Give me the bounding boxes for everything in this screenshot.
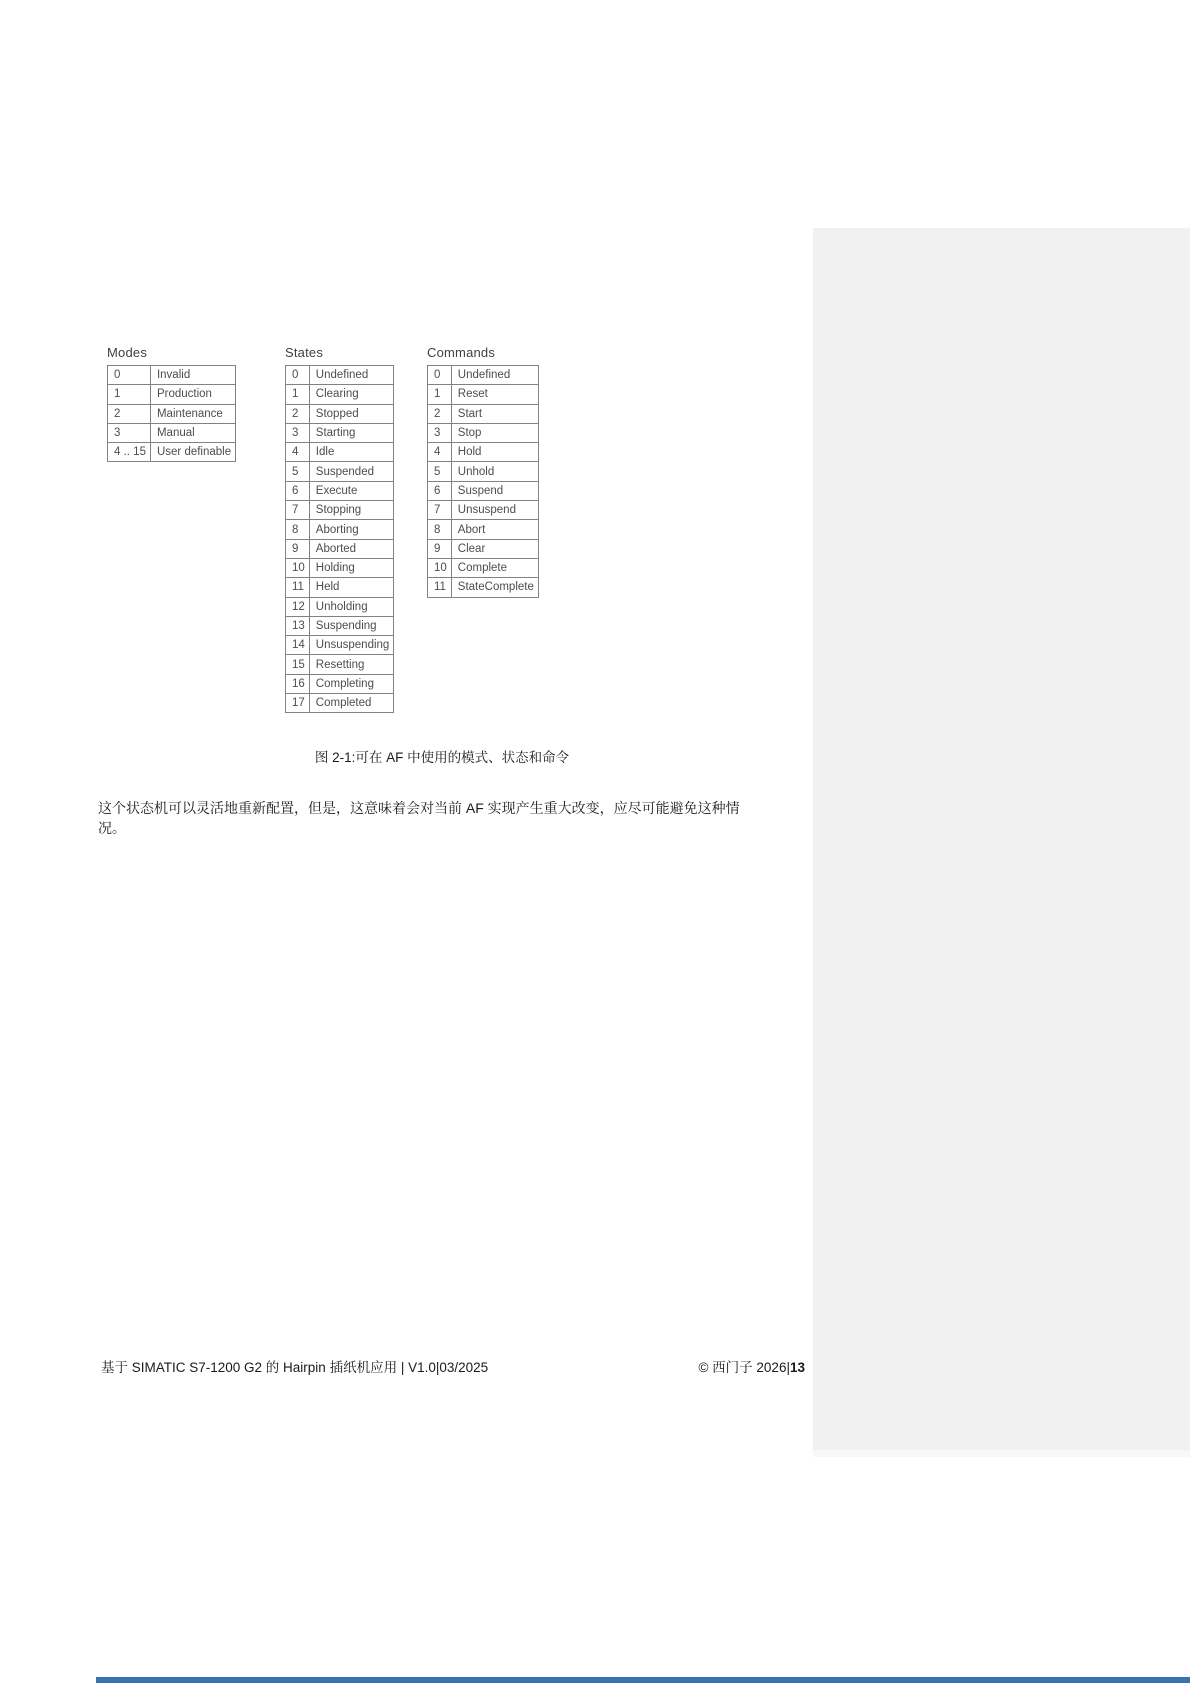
row-number: 10 xyxy=(286,558,310,577)
row-value: Execute xyxy=(309,481,394,500)
row-number: 4 .. 15 xyxy=(108,443,151,462)
modes-table xyxy=(107,365,236,462)
table-row xyxy=(286,539,394,558)
row-value: Starting xyxy=(309,423,394,442)
row-number: 8 xyxy=(428,520,452,539)
row-value: Completed xyxy=(309,694,394,713)
table-row xyxy=(286,404,394,423)
row-value: Hold xyxy=(451,443,538,462)
row-number: 7 xyxy=(286,501,310,520)
row-value: Suspending xyxy=(309,616,394,635)
table-row xyxy=(286,674,394,693)
row-value: Unsuspend xyxy=(451,501,538,520)
row-value: Stopping xyxy=(309,501,394,520)
row-number: 7 xyxy=(428,501,452,520)
table-row xyxy=(286,423,394,442)
table-row xyxy=(108,423,236,442)
table-row xyxy=(428,404,539,423)
row-number: 16 xyxy=(286,674,310,693)
states-table-block xyxy=(285,346,394,713)
table-row xyxy=(286,481,394,500)
states-table-title: States xyxy=(285,345,324,360)
table-row xyxy=(108,366,236,385)
row-number: 11 xyxy=(286,578,310,597)
table-row xyxy=(286,462,394,481)
footer-copyright-text: © 西门子 2026| xyxy=(698,1360,790,1375)
row-value: Invalid xyxy=(150,366,235,385)
row-number: 4 xyxy=(428,443,452,462)
row-number: 8 xyxy=(286,520,310,539)
row-value: Unsuspending xyxy=(309,636,394,655)
bottom-accent-rule xyxy=(96,1677,1190,1683)
right-margin-panel xyxy=(813,228,1190,1450)
table-row xyxy=(286,636,394,655)
table-row xyxy=(108,385,236,404)
table-row xyxy=(286,597,394,616)
row-number: 3 xyxy=(428,423,452,442)
row-value: User definable xyxy=(150,443,235,462)
table-row xyxy=(428,366,539,385)
row-number: 9 xyxy=(286,539,310,558)
row-value: Reset xyxy=(451,385,538,404)
row-value: Aborted xyxy=(309,539,394,558)
row-value: Manual xyxy=(150,423,235,442)
table-row xyxy=(286,443,394,462)
table-row xyxy=(428,578,539,597)
footer-document-title: 基于 SIMATIC S7-1200 G2 的 Hairpin 插纸机应用 | V1.0|03/2025 xyxy=(101,1360,489,1375)
row-value: Stop xyxy=(451,423,538,442)
row-number: 6 xyxy=(428,481,452,500)
row-number: 4 xyxy=(286,443,310,462)
table-row xyxy=(286,520,394,539)
row-value: Aborting xyxy=(309,520,394,539)
table-row xyxy=(286,558,394,577)
table-row xyxy=(428,501,539,520)
row-value: Undefined xyxy=(309,366,394,385)
modes-table-title: Modes xyxy=(107,345,148,360)
row-value: Suspend xyxy=(451,481,538,500)
row-number: 3 xyxy=(286,423,310,442)
row-number: 9 xyxy=(428,539,452,558)
row-number: 11 xyxy=(428,578,452,597)
body-paragraph: 这个状态机可以灵活地重新配置，但是，这意味着会对当前 AF 实现产生重大改变，应尽可能避免这种情况。 xyxy=(98,800,740,836)
row-number: 1 xyxy=(428,385,452,404)
row-value: Resetting xyxy=(309,655,394,674)
row-number: 0 xyxy=(286,366,310,385)
table-row xyxy=(286,616,394,635)
table-row xyxy=(428,385,539,404)
table-row xyxy=(428,462,539,481)
row-value: Abort xyxy=(451,520,538,539)
figure-caption: 图 2-1:可在 AF 中使用的模式、状态和命令 xyxy=(314,750,570,765)
commands-table xyxy=(427,365,539,598)
row-value: Idle xyxy=(309,443,394,462)
row-number: 6 xyxy=(286,481,310,500)
row-number: 2 xyxy=(428,404,452,423)
row-value: Completing xyxy=(309,674,394,693)
row-value: Unholding xyxy=(309,597,394,616)
row-number: 12 xyxy=(286,597,310,616)
row-number: 17 xyxy=(286,694,310,713)
table-row xyxy=(286,655,394,674)
row-number: 1 xyxy=(108,385,151,404)
row-value: Maintenance xyxy=(150,404,235,423)
row-value: Holding xyxy=(309,558,394,577)
table-row xyxy=(286,578,394,597)
footer-page-number: 13 xyxy=(789,1360,805,1375)
row-value: Held xyxy=(309,578,394,597)
row-value: Undefined xyxy=(451,366,538,385)
table-row xyxy=(108,443,236,462)
row-value: Clearing xyxy=(309,385,394,404)
row-value: Unhold xyxy=(451,462,538,481)
row-value: Production xyxy=(150,385,235,404)
table-row xyxy=(428,443,539,462)
row-number: 0 xyxy=(108,366,151,385)
row-number: 14 xyxy=(286,636,310,655)
table-row xyxy=(428,423,539,442)
table-row xyxy=(286,694,394,713)
row-value: Start xyxy=(451,404,538,423)
row-number: 13 xyxy=(286,616,310,635)
row-number: 2 xyxy=(286,404,310,423)
row-number: 5 xyxy=(286,462,310,481)
page-footer xyxy=(101,1356,805,1376)
footer-copyright xyxy=(698,1356,805,1376)
row-value: Clear xyxy=(451,539,538,558)
table-row xyxy=(286,501,394,520)
row-number: 10 xyxy=(428,558,452,577)
table-row xyxy=(286,385,394,404)
row-value: Suspended xyxy=(309,462,394,481)
row-number: 15 xyxy=(286,655,310,674)
table-row xyxy=(286,366,394,385)
states-table xyxy=(285,365,394,713)
commands-table-block xyxy=(427,346,539,598)
row-value: StateComplete xyxy=(451,578,538,597)
modes-table-block xyxy=(107,346,236,462)
table-row xyxy=(428,481,539,500)
row-number: 3 xyxy=(108,423,151,442)
row-number: 5 xyxy=(428,462,452,481)
row-number: 1 xyxy=(286,385,310,404)
table-row xyxy=(108,404,236,423)
row-value: Stopped xyxy=(309,404,394,423)
table-row xyxy=(428,520,539,539)
table-row xyxy=(428,539,539,558)
row-number: 0 xyxy=(428,366,452,385)
row-value: Complete xyxy=(451,558,538,577)
row-number: 2 xyxy=(108,404,151,423)
table-row xyxy=(428,558,539,577)
commands-table-title: Commands xyxy=(427,345,496,360)
right-margin-panel-edge xyxy=(813,1450,1190,1457)
